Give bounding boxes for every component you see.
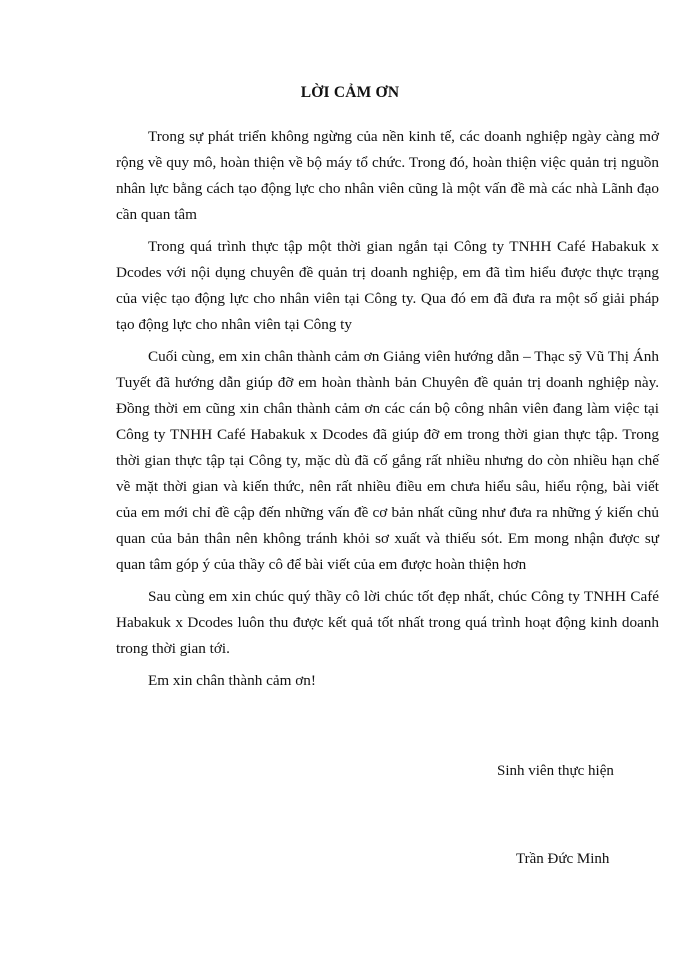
signature-name: Trần Đức Minh <box>516 851 610 867</box>
paragraph-closing: Em xin chân thành cảm ơn! <box>148 672 316 689</box>
signature-role: Sinh viên thực hiện <box>497 763 614 779</box>
page-title: LỜI CẢM ƠN <box>300 84 400 101</box>
paragraph-intro: Trong sự phát triển không ngừng của nền kinh tế, các doanh nghiệp ngày càng mở rộng về quy mô, hoàn thiện về bộ máy tổ chức. Trong đó, hoàn thiện việc quản trị nguồn nhân lực bằng cách tạo động lực cho nhân viên cũng là một vấn đề mà các nhà Lãnh đạo cần quan tâm <box>116 128 659 223</box>
paragraph-internship: Trong quá trình thực tập một thời gian ngắn tại Công ty TNHH Café Habakuk x Dcodes với nội dụng chuyên đề quản trị doanh nghiệp, em đã tìm hiểu được thực trạng của việc tạo động lực cho nhân viên tại Công ty. Qua đó em đã đưa ra một số giải pháp tạo động lực cho nhân viên tại Công ty <box>116 238 659 333</box>
paragraph-wishes: Sau cùng em xin chúc quý thầy cô lời chúc tốt đẹp nhất, chúc Công ty TNHH Café Habakuk x Dcodes luôn thu được kết quả tốt nhất trong quá trình hoạt động kinh doanh trong thời gian tới. <box>116 588 659 657</box>
document-body <box>116 124 659 700</box>
paragraph-thanks: Cuối cùng, em xin chân thành cảm ơn Giảng viên hướng dẫn – Thạc sỹ Vũ Thị Ánh Tuyết đã hướng dẫn giúp đỡ em hoàn thành bản Chuyên đề quản trị doanh nghiệp này. Đồng thời em cũng xin chân thành cảm ơn các cán bộ công nhân viên đang làm việc tại Công ty TNHH Café Habakuk x Dcodes đã giúp đỡ em trong thời gian thực tập. Trong thời gian thực tập tại Công ty, mặc dù đã cố gắng rất nhiều nhưng do còn nhiều hạn chế về mặt thời gian và kiến thức, nên rất nhiều điều em chưa hiểu sâu, hiểu rộng, bài viết của em mới chỉ đề cập đến những vấn đề cơ bản nhất cũng như đưa ra những ý kiến chủ quan của bản thân nên không tránh khỏi sơ xuất và thiếu sót. Em mong nhận được sự quan tâm góp ý của thầy cô để bài viết của em được hoàn thiện hơn <box>116 348 659 573</box>
